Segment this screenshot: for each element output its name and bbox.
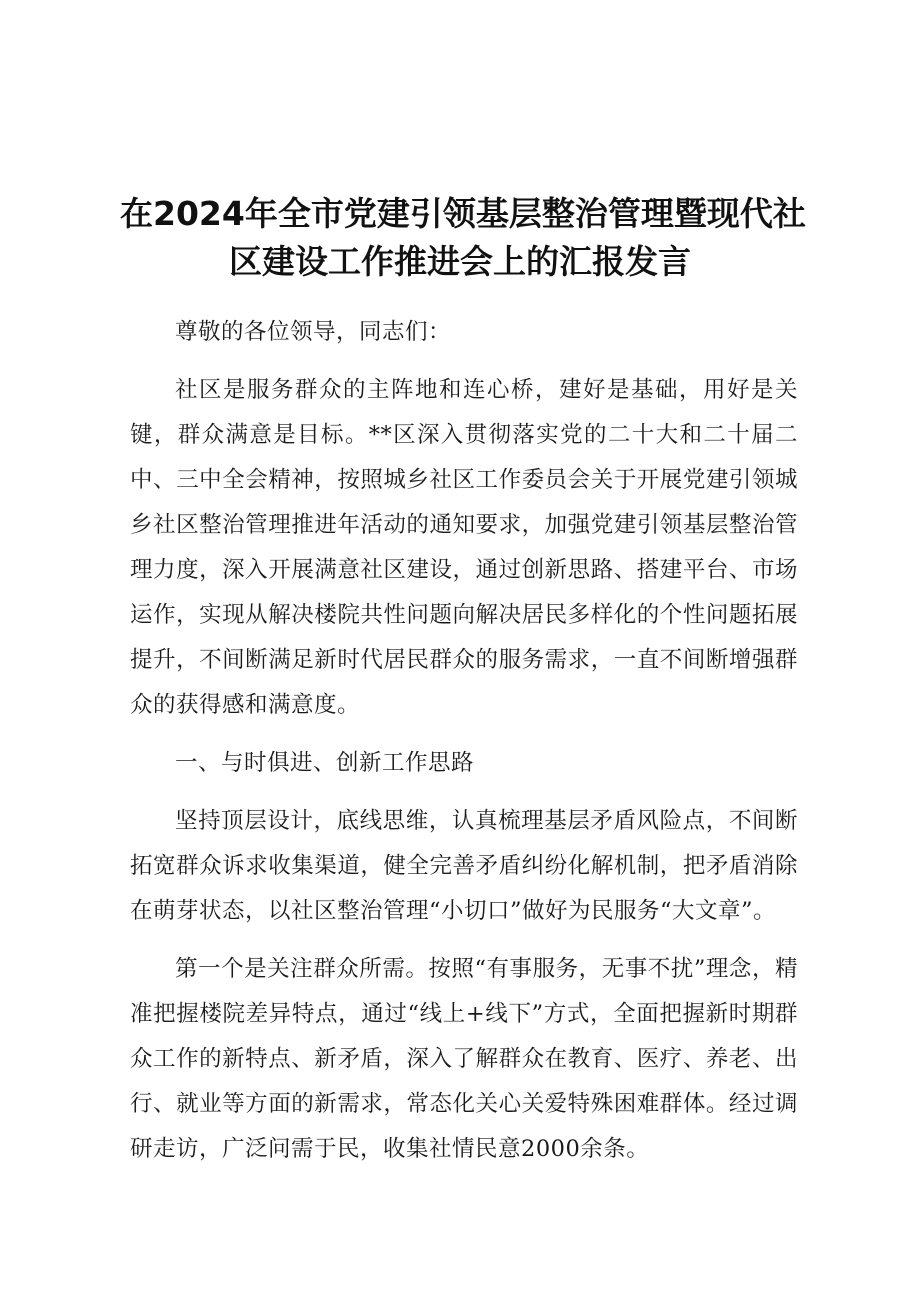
salutation: 尊敬的各位领导，同志们：: [175, 319, 452, 345]
title-line-1: 在2024年全市党建引领基层整治管理暨现代社: [120, 194, 806, 233]
intro-paragraph: 社区是服务群众的主阵地和连心桥，建好是基础，用好是关键，群众满意是目标。**区深入贯彻落实党的二十大和二十届二中、三中全会精神，按照城乡社区工作委员会关于开展党建引领城乡社区整治管理推进年活动的通知要求，加强党建引领基层整治管理力度，深入开展满意社区建设，通过创新思路、搭建平台、市场运作，实现从解决楼院共性问题向解决居民多样化的个性问题拓展提升，不间断满足新时代居民群众的服务需求，一直不间断增强群众的获得感和满意度。: [130, 377, 798, 718]
section-heading-1: 一、与时俱进、创新工作思路: [175, 750, 475, 776]
document-title: [120, 190, 806, 286]
section-1-paragraph: 坚持顶层设计，底线思维，认真梳理基层矛盾风险点，不间断拓宽群众诉求收集渠道，健全完善矛盾纠纷化解机制，把矛盾消除在萌芽状态，以社区整治管理“小切口”做好为民服务“大文章”。: [130, 808, 798, 924]
section-1-point-1-paragraph: 第一个是关注群众所需。按照“有事服务，无事不扰”理念，精准把握楼院差异特点，通过“线上+线下”方式，全面把握新时期群众工作的新特点、新矛盾，深入了解群众在教育、医疗、养老、出行、就业等方面的新需求，常态化关心关爱特殊困难群体。经过调研走访，广泛问需于民，收集社情民意2000余条。: [130, 956, 798, 1162]
title-line-2: 区建设工作推进会上的汇报发言: [229, 242, 691, 281]
document-body: [130, 310, 798, 1172]
